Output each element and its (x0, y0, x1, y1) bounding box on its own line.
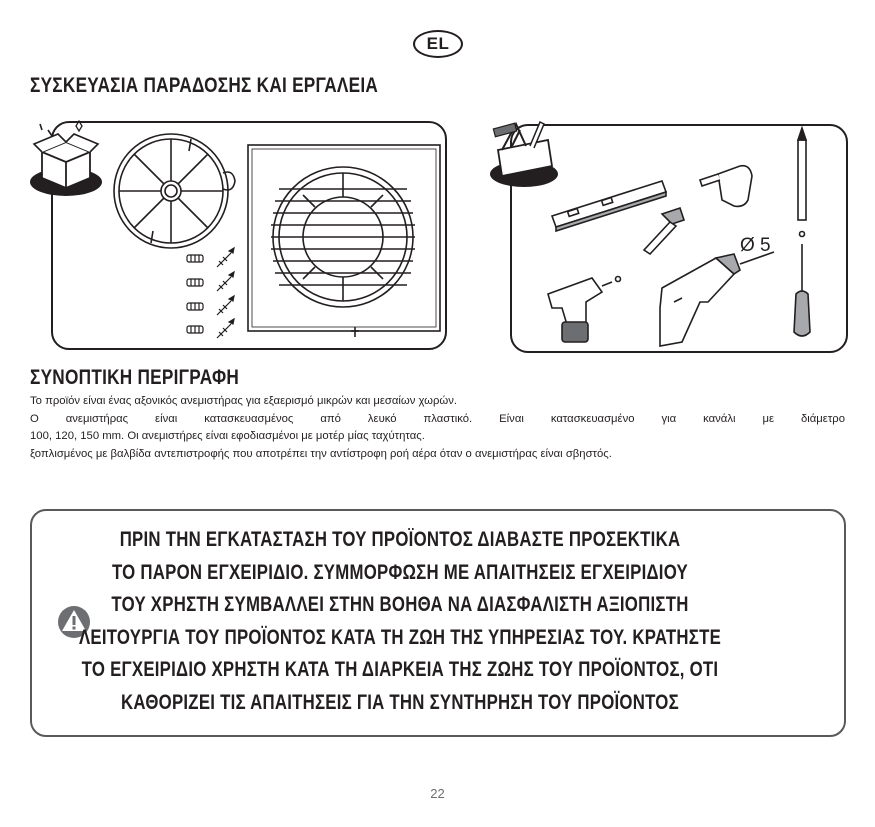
product-description (30, 393, 845, 463)
open-box-icon (28, 120, 104, 200)
dowels-and-screws (187, 248, 234, 338)
backdraft-valve-disc (114, 134, 235, 248)
warning-line: ΤΟ ΕΓΧΕΙΡΙΔΙΟ ΧΡΗΣΤΗ ΚΑΤΑ ΤΗ ΔΙΑΡΚΕΙΑ ΤΗΣ ΖΩΗΣ ΤΟΥ ΠΡΟΪΟΝΤΟΣ, ΟΤΙ (81, 658, 719, 681)
warning-line: ΚΑΘΟΡΙΖΕΙ ΤΙΣ ΑΠΑΙΤΗΣΕΙΣ ΓΙΑ ΤΗΝ ΣΥΝΤΗΡΗΣΗ ΤΟΥ ΠΡΟΪΟΝΤΟΣ (121, 690, 679, 714)
pencil (798, 128, 806, 237)
tools-illustration (512, 126, 848, 353)
warning-line: ΠΡΙΝ ΤΗΝ ΕΓΚΑΤΑΣΤΑΣΗ ΤΟΥ ΠΡΟΪΟΝΤΟΣ ΔΙΑΒΑΣΤΕ ΠΡΟΣΕΚΤΙΚΑ (119, 528, 681, 551)
tape-measure (700, 166, 752, 207)
language-code: EL (426, 34, 450, 53)
page-number: 22 (430, 786, 445, 801)
warning-line: ΤΟ ΠΑΡΟΝ ΕΓΧΕΙΡΙΔΙΟ. ΣΥΜΜΟΡΦΩΣΗ ΜΕ ΑΠΑΙΤΗΣΕΙΣ ΕΓΧΕΙΡΙΔΙΟΥ (111, 560, 689, 584)
hammer (644, 208, 684, 254)
summary-title: ΣΥΝΟΠΤΙΚΗ ΠΕΡΙΓΡΑΦΗ (30, 366, 240, 389)
warning-text (40, 524, 760, 719)
description-line: Το προϊόν είναι ένας αξονικός ανεμιστήρας για εξαερισμό μικρών και μεσαίων χωρών. (30, 395, 457, 407)
packaging-title: ΣΥΣΚΕΥΑΣΙΑ ΠΑΡΑΔΟΣΗΣ ΚΑΙ ΕΡΓΑΛΕΙΑ (30, 74, 379, 97)
language-badge (413, 30, 463, 58)
description-line: ξοπλισμένος με βαλβίδα αντεπιστροφής που αποτρέπει την αντίστροφη ροή αέρα όταν ο ανεμιστήρας είναι σβηστός. (30, 447, 612, 460)
package-contents-panel (51, 121, 447, 350)
warning-line: ΛΕΙΤΟΥΡΓΙΑ ΤΟΥ ΠΡΟΪΟΝΤΟΣ ΚΑΤΑ ΤΗ ΖΩΗ ΤΗΣ ΥΠΗΡΕΣΙΑΣ ΤΟΥ. ΚΡΑΤΗΣΤΕ (78, 625, 722, 649)
toolbox-icon (486, 116, 562, 188)
cordless-drill (548, 277, 621, 343)
warning-line: ΤΟΥ ΧΡΗΣΤΗ ΣΥΜΒΑΛΛΕΙ ΣΤΗΝ ΒΟΗΘΑ ΝΑ ΔΙΑΣΦΑΛΙΣΤΗ ΑΞΙΟΠΙΣΤΗ (111, 593, 689, 616)
description-line: Ο ανεμιστήρας είναι κατασκευασμένος από λευκό πλαστικό. Είναι κατασκευασμένο για κανάλι με διάμετρο (30, 412, 845, 425)
hammer-drill (660, 252, 774, 346)
fan-front-panel (248, 145, 440, 337)
drill-bit-size-label: Ø 5 (740, 235, 771, 256)
description-line: 100, 120, 150 mm. Οι ανεμιστήρες είναι εφοδιασμένοι με μοτέρ μίας ταχύτητας. (30, 430, 425, 442)
screwdriver (794, 244, 810, 336)
package-contents-illustration (53, 123, 447, 350)
spirit-level (552, 181, 666, 231)
